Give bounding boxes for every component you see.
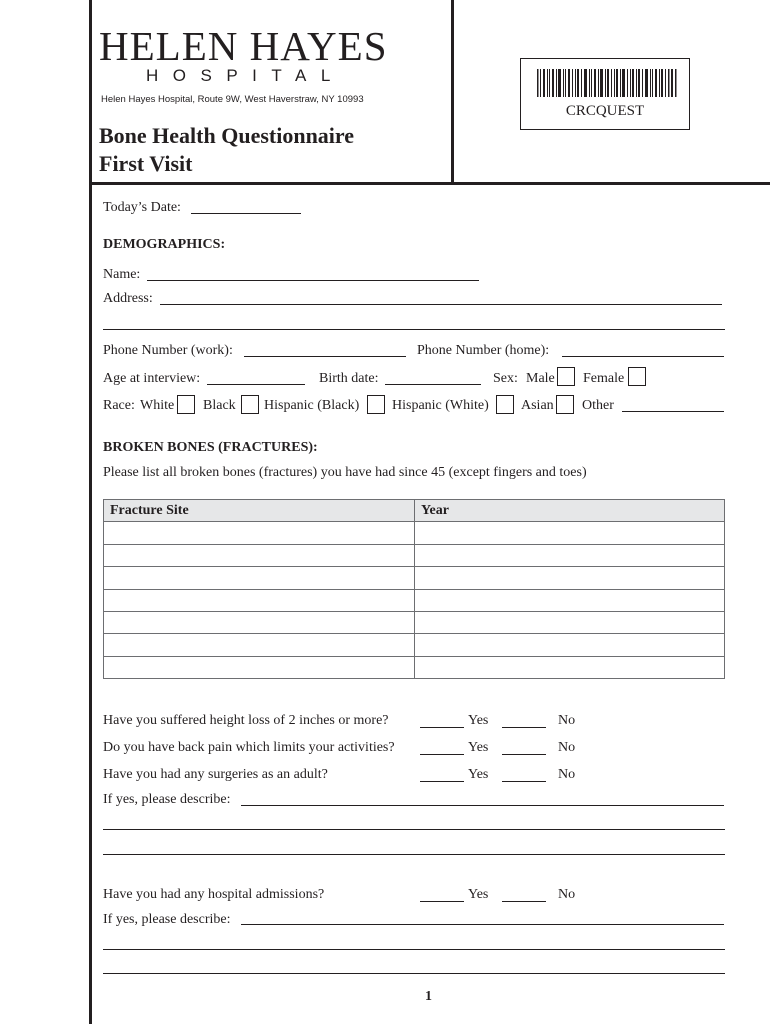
back-pain-no-label: No: [558, 740, 576, 755]
page-number: 1: [425, 989, 432, 1004]
admissions-describe-line-1[interactable]: [241, 924, 724, 925]
question-surgeries: Have you had any surgeries as an adult?: [103, 767, 328, 782]
birth-date-label: Birth date:: [319, 371, 379, 386]
address-label: Address:: [103, 291, 153, 306]
race-option-white: White: [140, 398, 175, 413]
year-cell[interactable]: [415, 522, 725, 544]
phone-work-field[interactable]: [244, 356, 406, 357]
hospital-logo: [99, 23, 399, 86]
back-pain-yes-field[interactable]: [420, 754, 464, 755]
table-row: [104, 567, 725, 589]
height-loss-no-field[interactable]: [502, 727, 546, 728]
year-cell[interactable]: [415, 611, 725, 633]
address-field-line-2[interactable]: [103, 329, 725, 330]
header-divider: [451, 0, 454, 184]
surgeries-describe-line-2[interactable]: [103, 829, 725, 830]
race-asian-checkbox[interactable]: [556, 395, 574, 414]
height-loss-no-label: No: [558, 713, 576, 728]
table-row: [104, 611, 725, 633]
name-field[interactable]: [147, 280, 479, 281]
column-fracture-site: Fracture Site: [104, 500, 415, 522]
barcode-box: [520, 58, 690, 130]
sex-male-checkbox[interactable]: [557, 367, 575, 386]
logo-main-text: HELEN HAYES: [99, 23, 388, 69]
race-other-field[interactable]: [622, 411, 724, 412]
admissions-yes-label: Yes: [468, 887, 489, 902]
race-option-asian: Asian: [521, 398, 554, 413]
race-hispanic-black-checkbox[interactable]: [367, 395, 385, 414]
table-row: [104, 589, 725, 611]
table-row: [104, 522, 725, 544]
back-pain-yes-label: Yes: [468, 740, 489, 755]
admissions-describe-label: If yes, please describe:: [103, 912, 231, 927]
race-option-other: Other: [582, 398, 614, 413]
logo-sub-text: HOSPITAL: [146, 66, 345, 85]
year-cell[interactable]: [415, 567, 725, 589]
race-option-hispanic-black: Hispanic (Black): [264, 398, 360, 413]
admissions-describe-line-3[interactable]: [103, 973, 725, 974]
surgeries-describe-label: If yes, please describe:: [103, 792, 231, 807]
year-cell[interactable]: [415, 656, 725, 678]
phone-home-field[interactable]: [562, 356, 724, 357]
race-black-checkbox[interactable]: [241, 395, 259, 414]
surgeries-yes-field[interactable]: [420, 781, 464, 782]
table-row: [104, 656, 725, 678]
sex-female-checkbox[interactable]: [628, 367, 646, 386]
question-back-pain: Do you have back pain which limits your activities?: [103, 740, 395, 755]
left-border: [89, 0, 92, 1024]
admissions-no-label: No: [558, 887, 576, 902]
fractures-instruction: Please list all broken bones (fractures) you have had since 45 (except fingers and toes): [103, 465, 587, 480]
race-white-checkbox[interactable]: [177, 395, 195, 414]
column-year: Year: [415, 500, 725, 522]
fracture-site-cell[interactable]: [104, 634, 415, 656]
birth-date-field[interactable]: [385, 384, 481, 385]
barcode-text: CRCQUEST: [565, 103, 645, 119]
fracture-site-cell[interactable]: [104, 656, 415, 678]
question-hospital-admissions: Have you had any hospital admissions?: [103, 887, 325, 902]
race-label: Race:: [103, 398, 135, 413]
sex-label: Sex:: [493, 371, 518, 386]
fracture-table-header: [104, 500, 725, 522]
table-row: [104, 634, 725, 656]
fracture-table: [103, 499, 725, 679]
race-option-hispanic-white: Hispanic (White): [392, 398, 489, 413]
admissions-yes-field[interactable]: [420, 901, 464, 902]
demographics-heading: DEMOGRAPHICS:: [103, 237, 226, 252]
sex-option-male: Male: [526, 371, 555, 386]
race-option-black: Black: [203, 398, 236, 413]
todays-date-label: Today’s Date:: [103, 200, 181, 215]
height-loss-yes-label: Yes: [468, 713, 489, 728]
barcode-icon: [537, 69, 677, 97]
hospital-address: Helen Hayes Hospital, Route 9W, West Haverstraw, NY 10993: [101, 94, 364, 105]
sex-option-female: Female: [583, 371, 625, 386]
fracture-site-cell[interactable]: [104, 544, 415, 566]
year-cell[interactable]: [415, 544, 725, 566]
year-cell[interactable]: [415, 589, 725, 611]
surgeries-no-label: No: [558, 767, 576, 782]
fracture-site-cell[interactable]: [104, 522, 415, 544]
race-hispanic-white-checkbox[interactable]: [496, 395, 514, 414]
title-line-1: Bone Health Questionnaire: [99, 123, 355, 148]
back-pain-no-field[interactable]: [502, 754, 546, 755]
admissions-no-field[interactable]: [502, 901, 546, 902]
age-label: Age at interview:: [103, 371, 201, 386]
fracture-site-cell[interactable]: [104, 611, 415, 633]
phone-home-label: Phone Number (home):: [417, 343, 550, 358]
fracture-site-cell[interactable]: [104, 589, 415, 611]
page-title: [99, 122, 354, 178]
todays-date-field[interactable]: [191, 213, 301, 214]
height-loss-yes-field[interactable]: [420, 727, 464, 728]
question-height-loss: Have you suffered height loss of 2 inches or more?: [103, 713, 389, 728]
surgeries-describe-line-1[interactable]: [241, 805, 724, 806]
fractures-heading: BROKEN BONES (FRACTURES):: [103, 440, 318, 455]
surgeries-no-field[interactable]: [502, 781, 546, 782]
title-line-2: First Visit: [99, 151, 193, 176]
year-cell[interactable]: [415, 634, 725, 656]
table-row: [104, 544, 725, 566]
surgeries-yes-label: Yes: [468, 767, 489, 782]
fracture-site-cell[interactable]: [104, 567, 415, 589]
admissions-describe-line-2[interactable]: [103, 949, 725, 950]
phone-work-label: Phone Number (work):: [103, 343, 233, 358]
header-bottom-rule: [89, 182, 770, 185]
surgeries-describe-line-3[interactable]: [103, 854, 725, 855]
address-field-line-1[interactable]: [160, 304, 722, 305]
age-field[interactable]: [207, 384, 305, 385]
name-label: Name:: [103, 267, 141, 282]
